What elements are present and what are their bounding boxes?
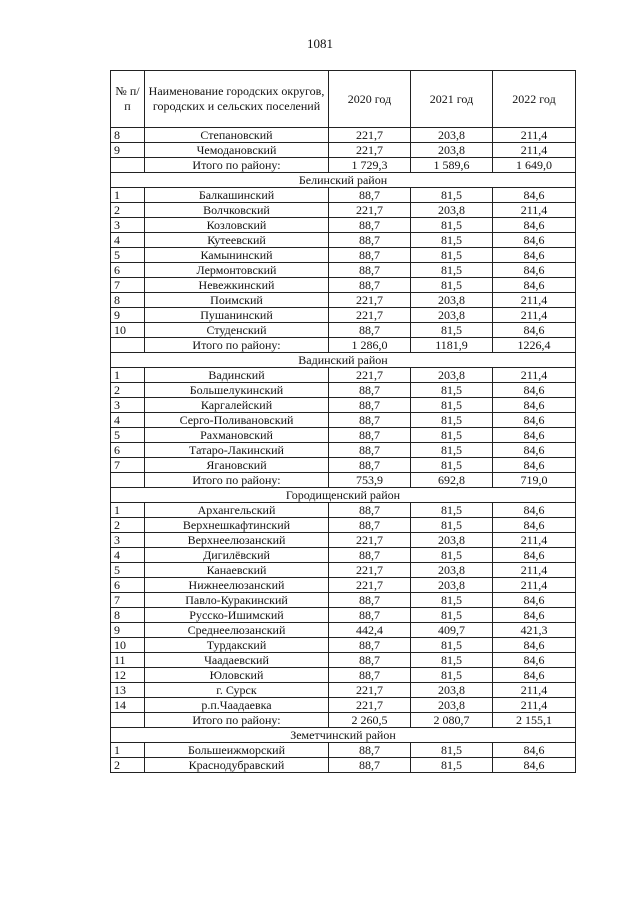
settlement-name: Балкашинский	[145, 188, 329, 203]
value-2022: 84,6	[493, 383, 576, 398]
settlement-name: Дигилёвский	[145, 548, 329, 563]
value-2022: 84,6	[493, 593, 576, 608]
total-2022: 719,0	[493, 473, 576, 488]
total-2022: 2 155,1	[493, 713, 576, 728]
row-number: 12	[111, 668, 145, 683]
settlement-name: г. Сурск	[145, 683, 329, 698]
row-number: 5	[111, 248, 145, 263]
value-2022: 211,4	[493, 563, 576, 578]
value-2020: 88,7	[329, 233, 411, 248]
value-2022: 84,6	[493, 443, 576, 458]
value-2020: 88,7	[329, 323, 411, 338]
value-2022: 84,6	[493, 188, 576, 203]
value-2020: 88,7	[329, 413, 411, 428]
value-2022: 211,4	[493, 128, 576, 143]
total-empty-cell	[111, 713, 145, 728]
value-2022: 211,4	[493, 143, 576, 158]
value-2022: 84,6	[493, 758, 576, 773]
row-number: 8	[111, 608, 145, 623]
table-row	[111, 458, 576, 473]
value-2020: 221,7	[329, 563, 411, 578]
value-2021: 203,8	[411, 578, 493, 593]
section-row	[111, 488, 576, 503]
table-row	[111, 593, 576, 608]
value-2021: 81,5	[411, 638, 493, 653]
settlement-name: Среднеелюзанский	[145, 623, 329, 638]
total-2020: 1 286,0	[329, 338, 411, 353]
value-2021: 203,8	[411, 128, 493, 143]
value-2021: 203,8	[411, 563, 493, 578]
row-number: 2	[111, 383, 145, 398]
table-row	[111, 368, 576, 383]
value-2021: 81,5	[411, 503, 493, 518]
table-row	[111, 278, 576, 293]
value-2020: 88,7	[329, 653, 411, 668]
value-2021: 81,5	[411, 413, 493, 428]
table-row	[111, 533, 576, 548]
row-number: 1	[111, 188, 145, 203]
value-2022: 84,6	[493, 638, 576, 653]
settlement-name: Волчковский	[145, 203, 329, 218]
total-row	[111, 338, 576, 353]
value-2020: 221,7	[329, 683, 411, 698]
settlement-name: Русско-Ишимский	[145, 608, 329, 623]
table-row	[111, 563, 576, 578]
page-number: 1081	[307, 36, 333, 51]
value-2021: 81,5	[411, 263, 493, 278]
value-2021: 81,5	[411, 398, 493, 413]
table-row	[111, 323, 576, 338]
row-number: 3	[111, 533, 145, 548]
value-2021: 81,5	[411, 188, 493, 203]
settlement-name: Юловский	[145, 668, 329, 683]
section-row	[111, 728, 576, 743]
value-2021: 81,5	[411, 383, 493, 398]
value-2020: 88,7	[329, 608, 411, 623]
row-number: 2	[111, 758, 145, 773]
value-2021: 81,5	[411, 218, 493, 233]
value-2020: 221,7	[329, 698, 411, 713]
table-row	[111, 443, 576, 458]
value-2020: 88,7	[329, 548, 411, 563]
header-row	[111, 71, 576, 128]
value-2020: 88,7	[329, 638, 411, 653]
row-number: 1	[111, 503, 145, 518]
table-row	[111, 518, 576, 533]
row-number: 8	[111, 293, 145, 308]
settlement-name: Невежкинский	[145, 278, 329, 293]
value-2021: 81,5	[411, 233, 493, 248]
settlement-name: Поимский	[145, 293, 329, 308]
row-number: 10	[111, 323, 145, 338]
value-2020: 442,4	[329, 623, 411, 638]
value-2021: 203,8	[411, 698, 493, 713]
table-row	[111, 308, 576, 323]
value-2020: 221,7	[329, 293, 411, 308]
section-title: Вадинский район	[111, 353, 576, 368]
table-row	[111, 128, 576, 143]
value-2020: 88,7	[329, 503, 411, 518]
table-body	[111, 128, 576, 773]
header-num: № п/п	[111, 71, 145, 128]
settlement-name: Каргалейский	[145, 398, 329, 413]
row-number: 6	[111, 578, 145, 593]
value-2021: 203,8	[411, 683, 493, 698]
value-2020: 221,7	[329, 143, 411, 158]
value-2021: 81,5	[411, 758, 493, 773]
value-2020: 88,7	[329, 758, 411, 773]
settlement-name: Верхнеелюзанский	[145, 533, 329, 548]
value-2020: 88,7	[329, 248, 411, 263]
total-2021: 692,8	[411, 473, 493, 488]
value-2020: 221,7	[329, 368, 411, 383]
settlement-name: Пушанинский	[145, 308, 329, 323]
value-2020: 88,7	[329, 428, 411, 443]
value-2022: 211,4	[493, 308, 576, 323]
settlement-name: Рахмановский	[145, 428, 329, 443]
table-row	[111, 188, 576, 203]
value-2022: 84,6	[493, 323, 576, 338]
total-2020: 753,9	[329, 473, 411, 488]
total-2020: 1 729,3	[329, 158, 411, 173]
settlement-name: Нижнеелюзанский	[145, 578, 329, 593]
value-2021: 81,5	[411, 593, 493, 608]
settlement-name: Серго-Поливановский	[145, 413, 329, 428]
table-row	[111, 203, 576, 218]
row-number: 9	[111, 143, 145, 158]
value-2021: 409,7	[411, 623, 493, 638]
row-number: 8	[111, 128, 145, 143]
settlement-name: Павло-Куракинский	[145, 593, 329, 608]
value-2022: 84,6	[493, 278, 576, 293]
value-2022: 84,6	[493, 548, 576, 563]
total-empty-cell	[111, 338, 145, 353]
table-row	[111, 638, 576, 653]
settlement-name: Турдакский	[145, 638, 329, 653]
row-number: 6	[111, 263, 145, 278]
total-2022: 1 649,0	[493, 158, 576, 173]
table-row	[111, 758, 576, 773]
table-row	[111, 143, 576, 158]
row-number: 4	[111, 413, 145, 428]
value-2022: 211,4	[493, 203, 576, 218]
table-row	[111, 398, 576, 413]
value-2022: 84,6	[493, 653, 576, 668]
table-row	[111, 743, 576, 758]
value-2021: 81,5	[411, 248, 493, 263]
value-2020: 88,7	[329, 443, 411, 458]
total-2021: 1 589,6	[411, 158, 493, 173]
value-2022: 84,6	[493, 248, 576, 263]
row-number: 10	[111, 638, 145, 653]
header-2022: 2022 год	[493, 71, 576, 128]
row-number: 3	[111, 398, 145, 413]
value-2021: 81,5	[411, 278, 493, 293]
value-2022: 211,4	[493, 293, 576, 308]
table-row	[111, 698, 576, 713]
settlement-name: Большеижморский	[145, 743, 329, 758]
value-2020: 221,7	[329, 578, 411, 593]
value-2020: 88,7	[329, 263, 411, 278]
table-row	[111, 548, 576, 563]
header-2021: 2021 год	[411, 71, 493, 128]
value-2021: 81,5	[411, 608, 493, 623]
value-2020: 221,7	[329, 128, 411, 143]
value-2020: 88,7	[329, 458, 411, 473]
settlement-name: Архангельский	[145, 503, 329, 518]
row-number: 5	[111, 428, 145, 443]
value-2020: 88,7	[329, 383, 411, 398]
value-2021: 203,8	[411, 533, 493, 548]
table-row	[111, 623, 576, 638]
section-title: Белинский район	[111, 173, 576, 188]
total-empty-cell	[111, 158, 145, 173]
row-number: 1	[111, 368, 145, 383]
row-number: 7	[111, 593, 145, 608]
value-2020: 88,7	[329, 668, 411, 683]
settlement-name: Кутеевский	[145, 233, 329, 248]
total-2021: 2 080,7	[411, 713, 493, 728]
settlement-name: р.п.Чаадаевка	[145, 698, 329, 713]
table-row	[111, 578, 576, 593]
value-2022: 84,6	[493, 503, 576, 518]
value-2020: 88,7	[329, 398, 411, 413]
table-row	[111, 668, 576, 683]
settlement-name: Верхнешкафтинский	[145, 518, 329, 533]
table-row	[111, 653, 576, 668]
row-number: 2	[111, 518, 145, 533]
total-2021: 1181,9	[411, 338, 493, 353]
value-2021: 203,8	[411, 308, 493, 323]
settlement-name: Вадинский	[145, 368, 329, 383]
value-2022: 84,6	[493, 233, 576, 248]
table-row	[111, 683, 576, 698]
total-label: Итого по району:	[145, 713, 329, 728]
settlement-name: Чаадаевский	[145, 653, 329, 668]
section-row	[111, 353, 576, 368]
value-2022: 84,6	[493, 413, 576, 428]
row-number: 3	[111, 218, 145, 233]
value-2020: 88,7	[329, 593, 411, 608]
value-2021: 81,5	[411, 548, 493, 563]
row-number: 1	[111, 743, 145, 758]
settlement-name: Камынинский	[145, 248, 329, 263]
row-number: 13	[111, 683, 145, 698]
value-2021: 81,5	[411, 323, 493, 338]
value-2022: 84,6	[493, 608, 576, 623]
table-row	[111, 248, 576, 263]
value-2021: 81,5	[411, 518, 493, 533]
table-row	[111, 233, 576, 248]
value-2022: 84,6	[493, 398, 576, 413]
value-2022: 211,4	[493, 683, 576, 698]
total-row	[111, 158, 576, 173]
value-2021: 81,5	[411, 653, 493, 668]
row-number: 2	[111, 203, 145, 218]
settlement-name: Козловский	[145, 218, 329, 233]
row-number: 9	[111, 623, 145, 638]
row-number: 9	[111, 308, 145, 323]
settlement-name: Большелукинский	[145, 383, 329, 398]
total-label: Итого по району:	[145, 338, 329, 353]
section-row	[111, 173, 576, 188]
value-2020: 88,7	[329, 218, 411, 233]
value-2022: 84,6	[493, 668, 576, 683]
value-2020: 221,7	[329, 203, 411, 218]
row-number: 4	[111, 233, 145, 248]
value-2022: 84,6	[493, 743, 576, 758]
value-2022: 84,6	[493, 518, 576, 533]
table-row	[111, 608, 576, 623]
section-title: Городищенский район	[111, 488, 576, 503]
value-2022: 211,4	[493, 533, 576, 548]
section-title: Земетчинский район	[111, 728, 576, 743]
header-name: Наименование городских округов, городских и сельских поселений	[145, 71, 329, 128]
table-row	[111, 293, 576, 308]
value-2021: 81,5	[411, 668, 493, 683]
total-row	[111, 713, 576, 728]
value-2020: 88,7	[329, 518, 411, 533]
row-number: 11	[111, 653, 145, 668]
settlement-name: Чемодановский	[145, 143, 329, 158]
value-2022: 84,6	[493, 263, 576, 278]
row-number: 4	[111, 548, 145, 563]
table-row	[111, 428, 576, 443]
header-2020: 2020 год	[329, 71, 411, 128]
table-row	[111, 263, 576, 278]
table-row	[111, 218, 576, 233]
value-2021: 203,8	[411, 368, 493, 383]
value-2020: 88,7	[329, 278, 411, 293]
value-2022: 211,4	[493, 698, 576, 713]
table-row	[111, 503, 576, 518]
total-label: Итого по району:	[145, 473, 329, 488]
value-2021: 203,8	[411, 203, 493, 218]
table-row	[111, 413, 576, 428]
total-empty-cell	[111, 473, 145, 488]
value-2022: 211,4	[493, 368, 576, 383]
value-2022: 84,6	[493, 428, 576, 443]
row-number: 7	[111, 278, 145, 293]
value-2021: 81,5	[411, 743, 493, 758]
settlement-name: Студенский	[145, 323, 329, 338]
value-2020: 221,7	[329, 308, 411, 323]
value-2021: 81,5	[411, 443, 493, 458]
value-2020: 221,7	[329, 533, 411, 548]
settlement-name: Степановский	[145, 128, 329, 143]
row-number: 5	[111, 563, 145, 578]
table-row	[111, 383, 576, 398]
row-number: 7	[111, 458, 145, 473]
settlement-name: Краснодубравский	[145, 758, 329, 773]
value-2022: 211,4	[493, 578, 576, 593]
value-2021: 81,5	[411, 458, 493, 473]
total-2020: 2 260,5	[329, 713, 411, 728]
value-2021: 203,8	[411, 293, 493, 308]
settlement-name: Татаро-Лакинский	[145, 443, 329, 458]
budget-table	[110, 70, 576, 773]
value-2020: 88,7	[329, 743, 411, 758]
settlement-name: Ягановский	[145, 458, 329, 473]
total-2022: 1226,4	[493, 338, 576, 353]
value-2020: 88,7	[329, 188, 411, 203]
total-row	[111, 473, 576, 488]
value-2022: 84,6	[493, 458, 576, 473]
settlement-name: Канаевский	[145, 563, 329, 578]
value-2022: 84,6	[493, 218, 576, 233]
value-2022: 421,3	[493, 623, 576, 638]
value-2021: 81,5	[411, 428, 493, 443]
value-2021: 203,8	[411, 143, 493, 158]
total-label: Итого по району:	[145, 158, 329, 173]
row-number: 6	[111, 443, 145, 458]
settlement-name: Лермонтовский	[145, 263, 329, 278]
row-number: 14	[111, 698, 145, 713]
